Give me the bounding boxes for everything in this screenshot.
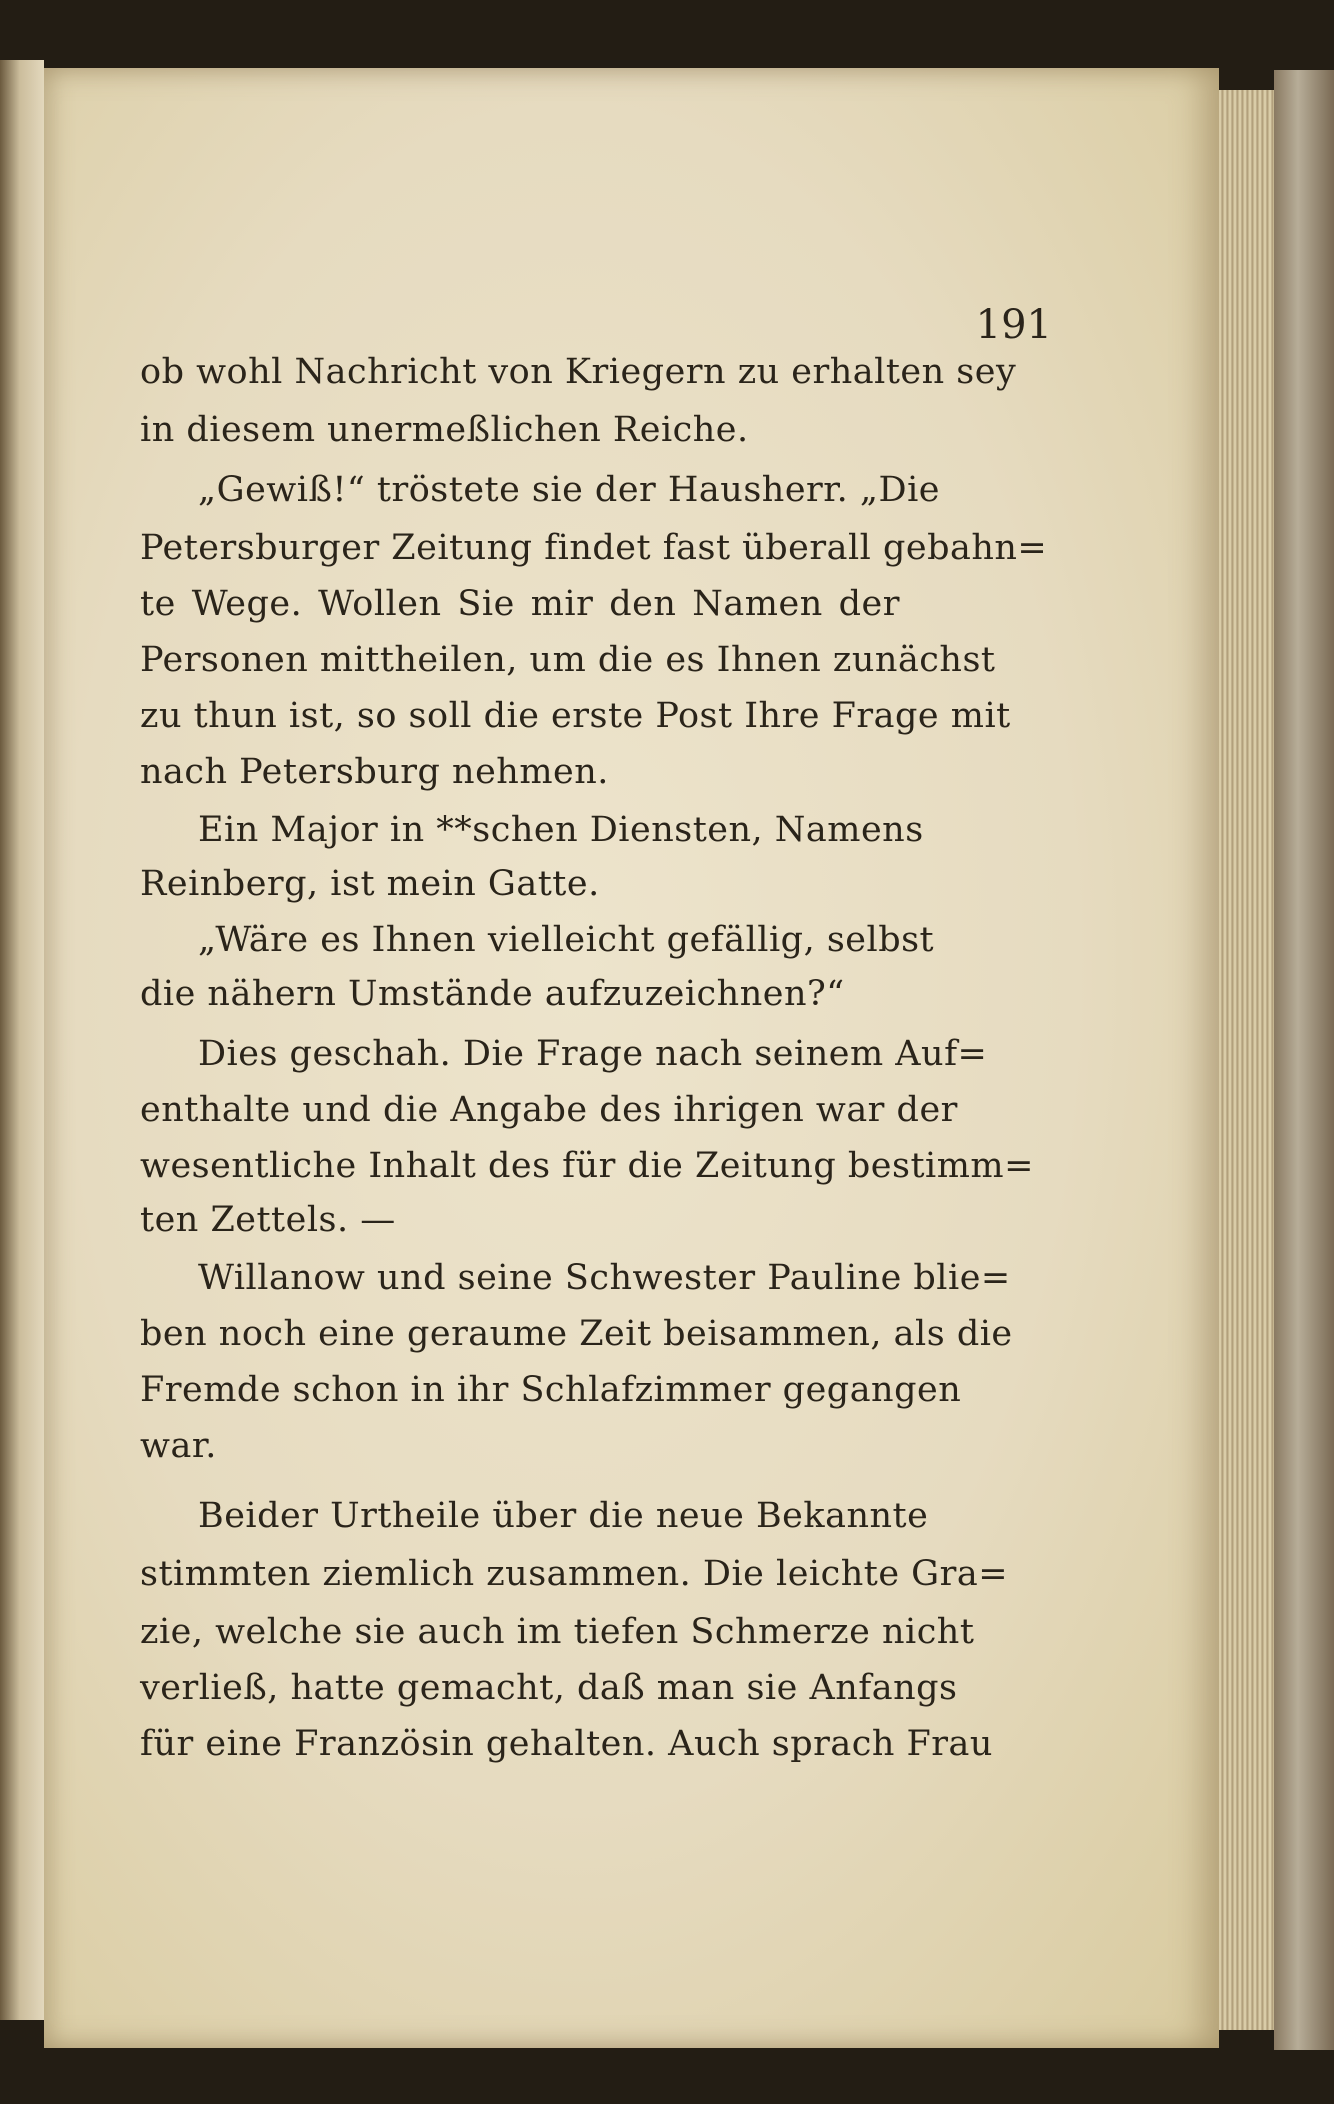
- text-line: zu thun ist, so soll die erste Post Ihre Frage mit: [140, 696, 1011, 736]
- text-line: für eine Französin gehalten. Auch sprach Frau: [140, 1724, 993, 1764]
- text-line: „Gewiß!“ tröstete sie der Hausherr. „Die: [198, 470, 941, 510]
- text-line: Beider Urtheile über die neue Bekannte: [198, 1496, 929, 1536]
- text-line: Petersburger Zeitung findet fast überall gebahn=: [140, 528, 1048, 568]
- text-line: verließ, hatte gemacht, daß man sie Anfangs: [140, 1668, 958, 1708]
- text-line: Dies geschah. Die Frage nach seinem Auf=: [198, 1034, 988, 1074]
- text-line: te Wege. Wollen Sie mir den Namen der: [140, 584, 900, 624]
- text-line: nach Petersburg nehmen.: [140, 752, 609, 792]
- book-cover-edge: [1274, 70, 1334, 2050]
- text-line: wesentliche Inhalt des für die Zeitung bestimm=: [140, 1146, 1034, 1186]
- text-line: ob wohl Nachricht von Kriegern zu erhalten sey: [140, 352, 1017, 392]
- text-line: enthalte und die Angabe des ihrigen war der: [140, 1090, 958, 1130]
- text-line: Willanow und seine Schwester Pauline blie=: [198, 1258, 1011, 1298]
- text-line: die nähern Umstände aufzuzeichnen?“: [140, 974, 845, 1014]
- text-line: Ein Major in **schen Diensten, Namens: [198, 810, 924, 850]
- text-line: Reinberg, ist mein Gatte.: [140, 864, 600, 904]
- text-line: Personen mittheilen, um die es Ihnen zunächst: [140, 640, 996, 680]
- left-page-edge: [0, 60, 44, 2020]
- text-line: zie, welche sie auch im tiefen Schmerze nicht: [140, 1612, 975, 1652]
- text-block: [140, 0, 1052, 2104]
- text-line: ben noch eine geraume Zeit beisammen, als die: [140, 1314, 1013, 1354]
- text-line: ten Zettels. —: [140, 1200, 396, 1240]
- page-number: 191: [975, 302, 1052, 348]
- text-line: Fremde schon in ihr Schlafzimmer gegangen: [140, 1370, 962, 1410]
- text-line: in diesem unermeßlichen Reiche.: [140, 410, 749, 450]
- page-fore-edge: [1219, 90, 1274, 2030]
- text-line: „Wäre es Ihnen vielleicht gefällig, selbst: [198, 920, 935, 960]
- text-line: stimmten ziemlich zusammen. Die leichte Gra=: [140, 1554, 1009, 1594]
- text-line: war.: [140, 1426, 217, 1466]
